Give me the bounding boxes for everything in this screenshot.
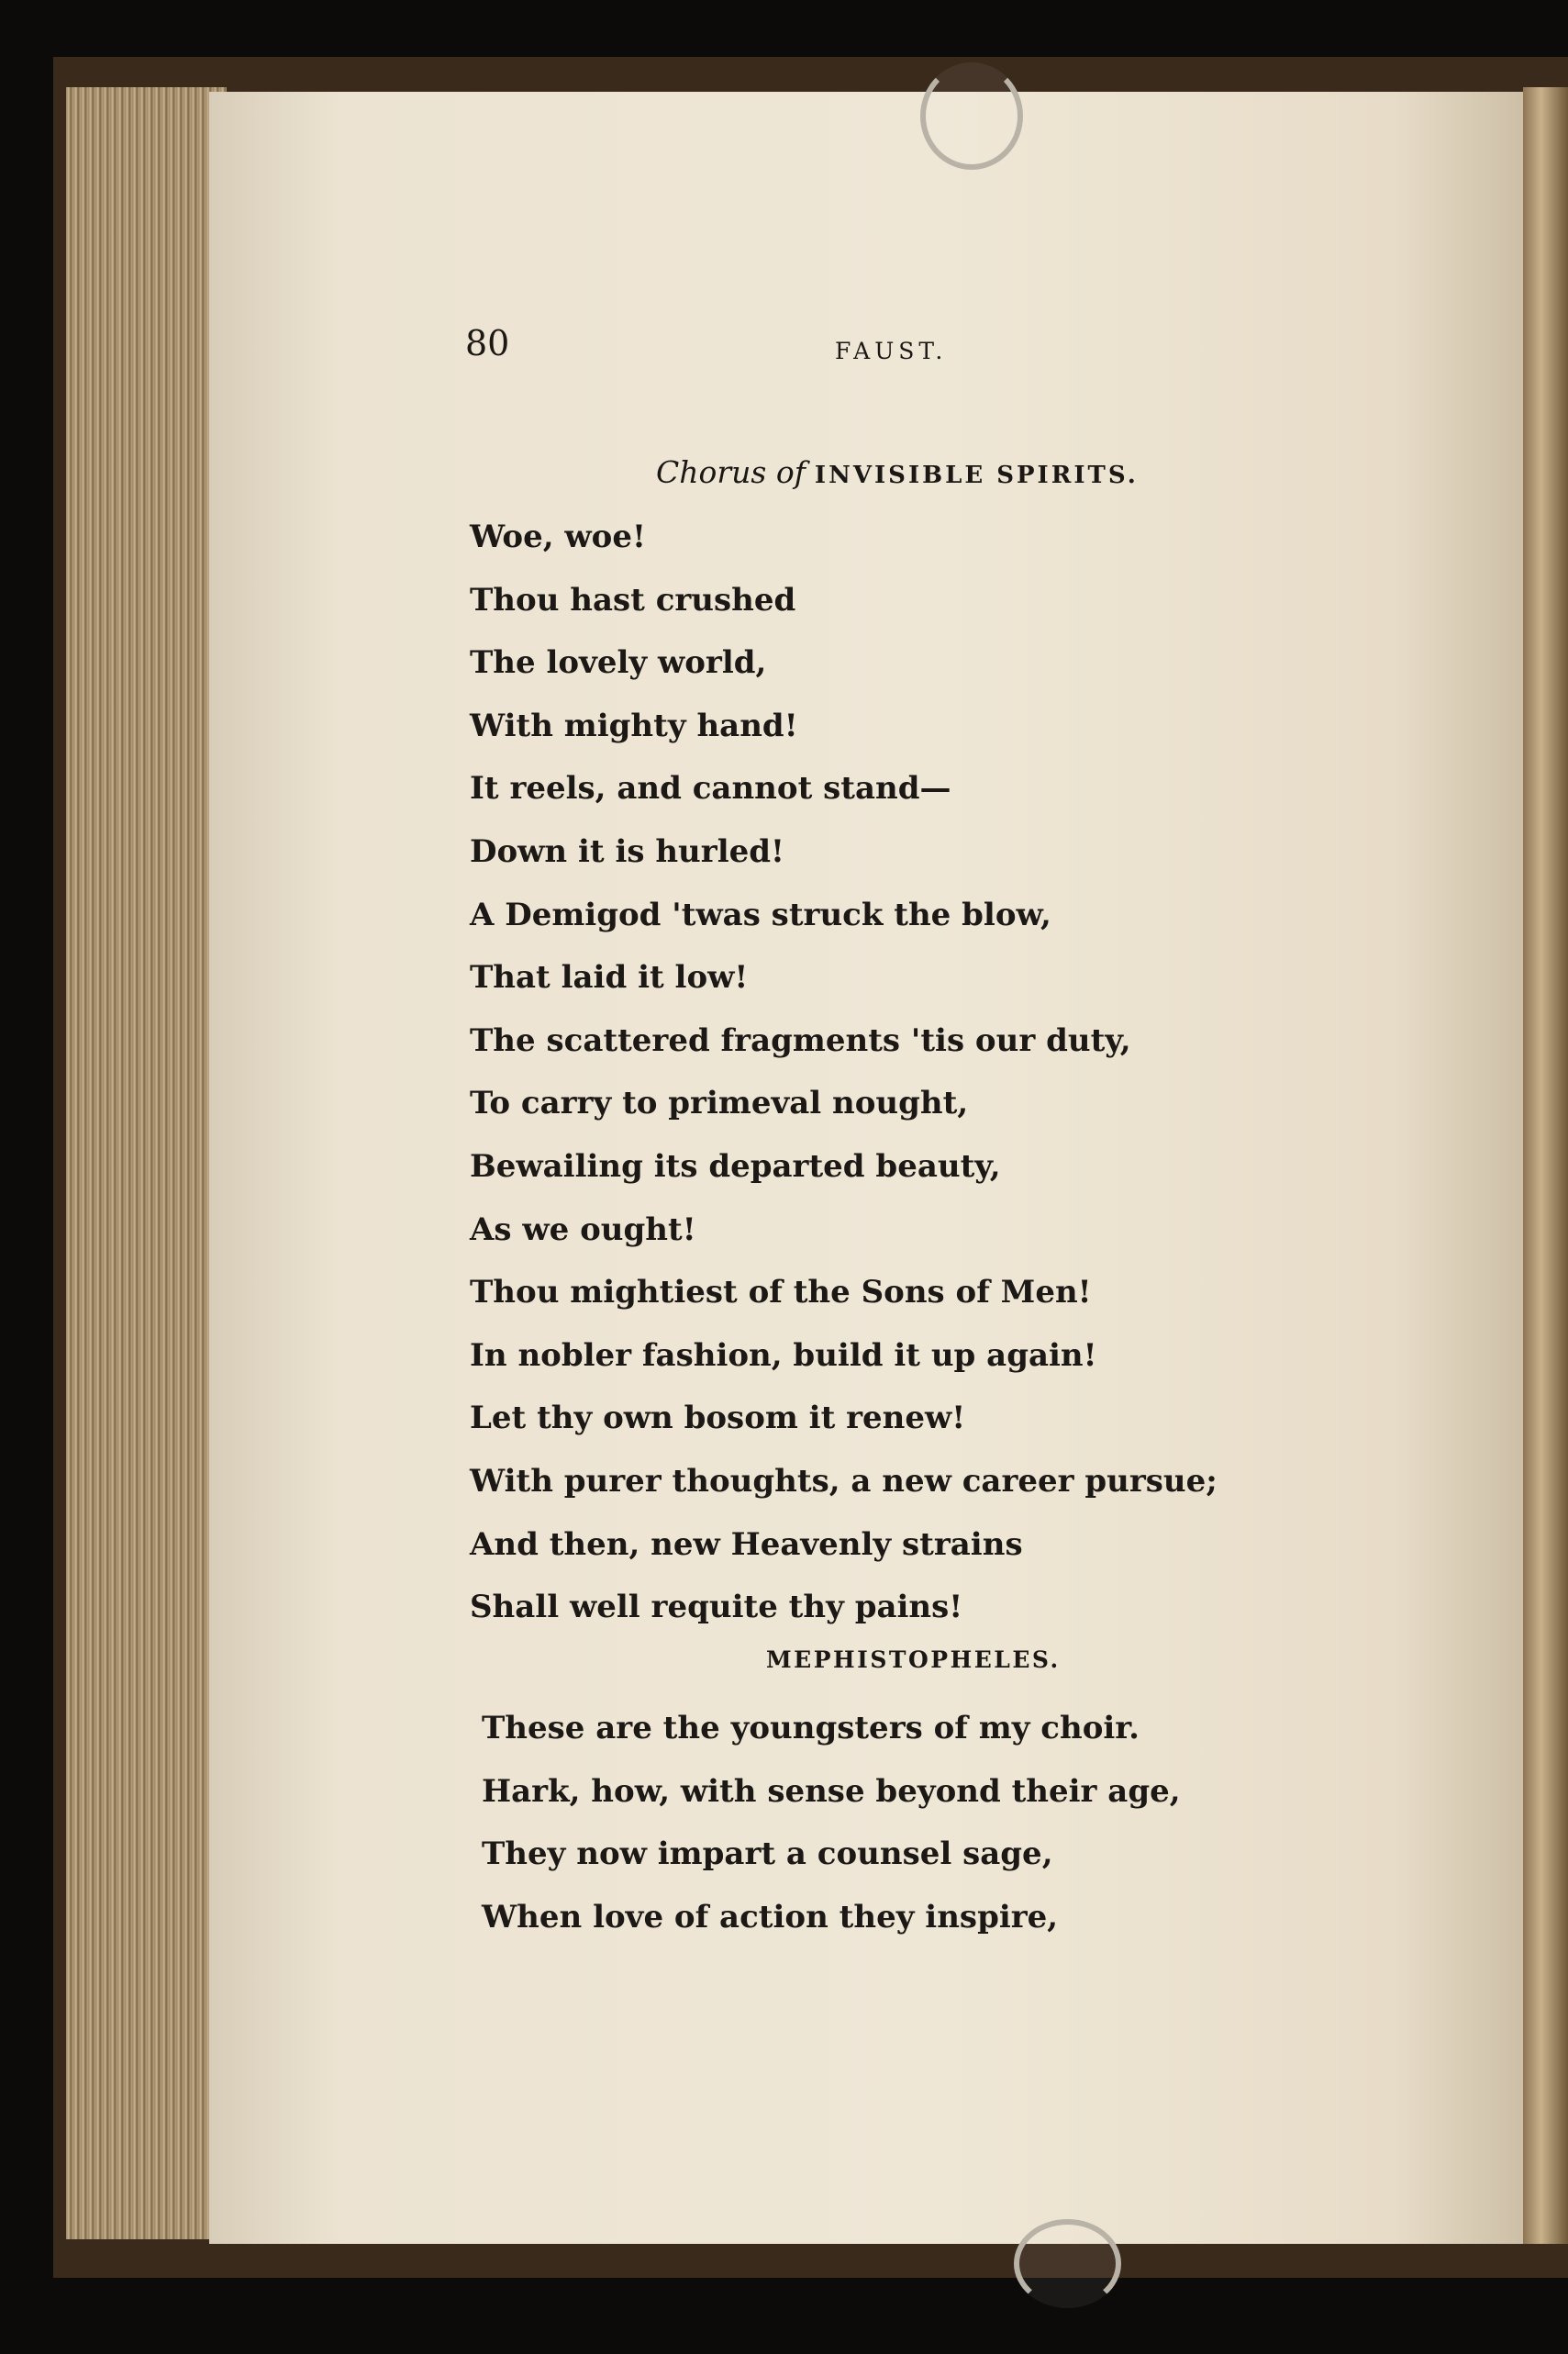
chorus-heading: [656, 454, 1139, 490]
verse-line: Let thy own bosom it renew!: [470, 1400, 966, 1437]
chorus-verse: [470, 514, 1218, 1647]
page-clip-bottom: [1014, 2219, 1121, 2308]
verse-line: They now impart a counsel sage,: [482, 1835, 1053, 1873]
verse-line: The scattered fragments 'tis our duty,: [470, 1021, 1131, 1059]
right-page-edge: [1523, 87, 1568, 2244]
verse-line: It reels, and cannot stand—: [470, 770, 951, 808]
speaker-name: MEPHISTOPHELES.: [766, 1646, 1061, 1673]
verse-line: The lovely world,: [470, 644, 767, 682]
verse-line: Shall well requite thy pains!: [470, 1589, 963, 1626]
verse-line: Down it is hurled!: [470, 832, 784, 870]
heading-caps: INVISIBLE SPIRITS.: [814, 462, 1139, 489]
verse-line: Thou mightiest of the Sons of Men!: [470, 1274, 1092, 1311]
verse-line: A Demigod 'twas struck the blow,: [470, 896, 1051, 933]
verse-line: Woe, woe!: [470, 519, 646, 555]
verse-line: And then, new Heavenly strains: [470, 1525, 1023, 1563]
verse-line: With mighty hand!: [470, 707, 798, 744]
verse-line: In nobler fashion, build it up again!: [470, 1336, 1097, 1374]
verse-line: To carry to primeval nought,: [470, 1085, 969, 1122]
mephistopheles-verse: [482, 1705, 1181, 1957]
verse-line: Hark, how, with sense beyond their age,: [482, 1772, 1181, 1810]
running-title: FAUST.: [835, 338, 948, 364]
verse-line: As we ought!: [470, 1210, 696, 1248]
verse-line: That laid it low!: [470, 959, 749, 997]
page-clip-top: [920, 62, 1023, 170]
verse-line: Thou hast crushed: [470, 581, 796, 619]
verse-line: These are the youngsters of my choir.: [482, 1710, 1140, 1746]
heading-italic: Chorus of: [656, 454, 806, 490]
page-number: 80: [465, 323, 510, 363]
verse-line: With purer thoughts, a new career pursue;: [470, 1462, 1218, 1500]
verse-line: When love of action they inspire,: [482, 1898, 1059, 1936]
verse-line: Bewailing its departed beauty,: [470, 1147, 1001, 1185]
page-edges: [66, 87, 227, 2239]
